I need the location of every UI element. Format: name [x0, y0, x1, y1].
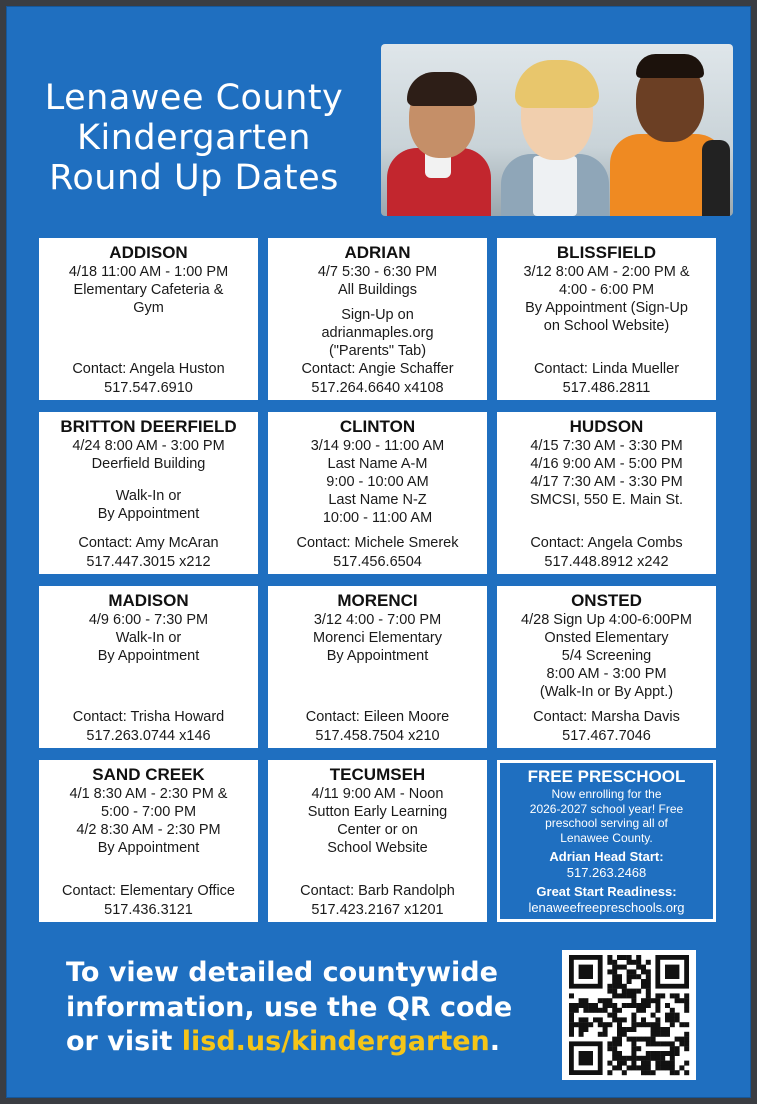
detail-line: Center or on [337, 822, 418, 838]
flyer [6, 6, 751, 1098]
title-line-2: Kindergarten [77, 118, 311, 158]
detail-line: Gym [133, 300, 164, 316]
contact-name: Contact: Barb Randolph [300, 883, 455, 899]
contact-name: Contact: Angela Huston [72, 361, 225, 377]
school-name: MORENCI [337, 591, 418, 610]
detail-line: By Appointment [97, 840, 200, 856]
detail-line: Elementary Cafeteria & [73, 282, 224, 298]
contact-phone: 517.486.2811 [562, 380, 651, 396]
card-sand-creek [39, 760, 258, 922]
contact-phone: 517.447.3015 x212 [86, 554, 211, 570]
school-name: ONSTED [571, 591, 642, 610]
school-name: ADRIAN [344, 243, 411, 262]
detail-line: Onsted Elementary [544, 630, 669, 646]
contact-name: Contact: Michele Smerek [296, 535, 459, 551]
detail-line: 3/12 8:00 AM - 2:00 PM & [523, 264, 690, 280]
contact-name: Contact: Amy McAran [78, 535, 219, 551]
detail-line: All Buildings [337, 282, 417, 298]
contact-phone: 517.423.2167 x1201 [311, 902, 444, 918]
detail-line: 4:00 - 6:00 PM [558, 282, 655, 298]
school-name: BLISSFIELD [556, 243, 657, 262]
detail-line: By Appointment (Sign-Up [525, 300, 688, 316]
detail-line: 3/12 4:00 - 7:00 PM [313, 612, 442, 628]
school-name: BRITTON DEERFIELD [60, 417, 237, 436]
detail-line: 9:00 - 10:00 AM [326, 474, 429, 490]
kindergarten-link[interactable]: lisd.us/kindergarten [181, 1026, 490, 1057]
children-photo [381, 44, 733, 216]
preschool-desc: 2026-2027 school year! Free [529, 801, 684, 816]
contact-phone: 517.263.0744 x146 [86, 728, 211, 744]
footer-line-3 [66, 1025, 512, 1060]
card-blissfield [497, 238, 716, 400]
preschool-title: FREE PRESCHOOL [527, 767, 686, 786]
detail-line: By Appointment [97, 506, 200, 522]
detail-line: 5:00 - 7:00 PM [100, 804, 197, 820]
detail-line: ("Parents" Tab) [328, 343, 427, 359]
contact-phone: 517.436.3121 [104, 902, 193, 918]
flyer-title [16, 78, 372, 198]
contact-phone: 517.448.8912 x242 [544, 554, 669, 570]
contact-name: Contact: Angie Schaffer [301, 361, 454, 377]
footer-suffix: . [489, 1026, 501, 1057]
detail-line: 10:00 - 11:00 AM [322, 510, 433, 526]
footer-text [66, 956, 512, 1060]
detail-line: 4/9 6:00 - 7:30 PM [88, 612, 209, 628]
child-middle [493, 44, 618, 216]
school-name: CLINTON [339, 417, 416, 436]
detail-line: 4/1 8:30 AM - 2:30 PM & [69, 786, 228, 802]
footer-line-2: information, use the QR code [66, 991, 513, 1023]
detail-line: 4/7 5:30 - 6:30 PM [317, 264, 438, 280]
contact-name: Contact: Linda Mueller [533, 361, 680, 377]
detail-line: adrianmaples.org [321, 325, 434, 341]
title-line-3: Round Up Dates [49, 158, 339, 198]
child-right [606, 44, 733, 216]
preschool-desc: Lenawee County. [560, 830, 653, 845]
detail-line: Morenci Elementary [313, 630, 442, 646]
detail-line: on School Website) [543, 318, 670, 334]
contact-name: Contact: Elementary Office [61, 883, 235, 899]
detail-line: Walk-In or [115, 488, 182, 504]
contact-phone: 517.456.6504 [333, 554, 422, 570]
detail-line: (Walk-In or By Appt.) [539, 684, 674, 700]
card-addison [39, 238, 258, 400]
footer-prefix: or visit [66, 1026, 182, 1057]
detail-line: 4/16 9:00 AM - 5:00 PM [530, 456, 683, 472]
contact-phone: 517.264.6640 x4108 [311, 380, 444, 396]
head-start-label: Adrian Head Start: [549, 849, 664, 864]
detail-line: SMCSI, 550 E. Main St. [529, 492, 684, 508]
detail-line: 5/4 Screening [561, 648, 652, 664]
school-name: MADISON [108, 591, 189, 610]
detail-line: By Appointment [97, 648, 200, 664]
contact-phone: 517.458.7504 x210 [315, 728, 440, 744]
footer-line-1: To view detailed countywide [66, 957, 498, 988]
detail-line: 4/11 9:00 AM - Noon [311, 786, 444, 802]
contact-name: Contact: Marsha Davis [533, 709, 680, 725]
detail-line: Walk-In or [115, 630, 182, 646]
preschool-desc: Now enrolling for the [551, 787, 662, 801]
contact-phone: 517.467.7046 [562, 728, 651, 744]
qr-code[interactable] [562, 950, 696, 1080]
card-tecumseh [268, 760, 487, 922]
card-clinton [268, 412, 487, 574]
school-name: TECUMSEH [329, 765, 426, 784]
head-start-phone: 517.263.2468 [566, 865, 647, 880]
card-madison [39, 586, 258, 748]
card-britton-deerfield [39, 412, 258, 574]
detail-line: 4/24 8:00 AM - 3:00 PM [72, 438, 225, 454]
detail-line: 4/2 8:30 AM - 2:30 PM [76, 822, 221, 838]
detail-line: 4/18 11:00 AM - 1:00 PM [68, 264, 229, 280]
detail-line: 3/14 9:00 - 11:00 AM [310, 438, 445, 454]
detail-line: Deerfield Building [91, 456, 206, 472]
title-line-1: Lenawee County [44, 78, 344, 118]
detail-line: Last Name A-M [327, 456, 428, 472]
detail-line: 8:00 AM - 3:00 PM [546, 666, 667, 682]
detail-line: Sutton Early Learning [307, 804, 448, 820]
detail-line: 4/15 7:30 AM - 3:30 PM [530, 438, 683, 454]
great-start-website: lenaweefreepreschools.org [528, 900, 685, 915]
detail-line: School Website [327, 840, 428, 856]
detail-line: 4/28 Sign Up 4:00-6:00PM [521, 612, 692, 628]
contact-name: Contact: Angela Combs [530, 535, 683, 551]
card-hudson [497, 412, 716, 574]
free-preschool-box [497, 760, 716, 922]
detail-line: Last Name N-Z [328, 492, 427, 508]
school-name: SAND CREEK [92, 765, 205, 784]
card-adrian [268, 238, 487, 400]
school-name: ADDISON [109, 243, 188, 262]
contact-phone: 517.547.6910 [104, 380, 193, 396]
child-left [381, 44, 501, 216]
great-start-label: Great Start Readiness: [536, 884, 677, 899]
contact-name: Contact: Trisha Howard [72, 709, 225, 725]
card-morenci [268, 586, 487, 748]
qr-code-icon [562, 950, 696, 1080]
detail-line: Sign-Up on [341, 307, 414, 323]
detail-line: By Appointment [326, 648, 429, 664]
detail-line: 4/17 7:30 AM - 3:30 PM [530, 474, 683, 490]
school-grid [39, 238, 716, 922]
card-onsted [497, 586, 716, 748]
school-name: HUDSON [569, 417, 644, 436]
contact-name: Contact: Eileen Moore [305, 709, 450, 725]
preschool-desc: preschool serving all of [545, 816, 668, 830]
